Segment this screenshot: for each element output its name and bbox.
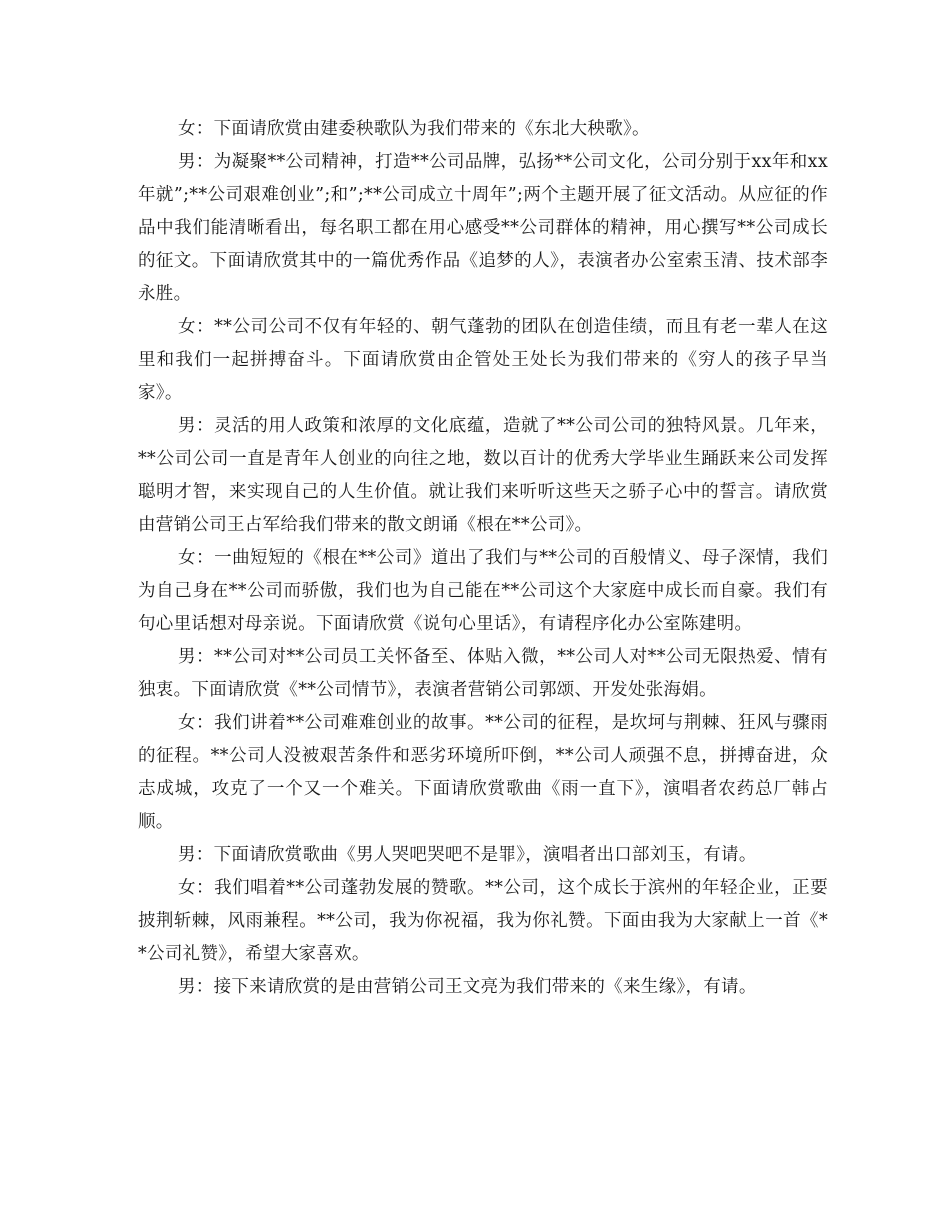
document-body (138, 113, 828, 1004)
paragraph: 男：接下来请欣赏的是由营销公司王文亮为我们带来的《来生缘》，有请。 (178, 977, 757, 997)
paragraph: 男：灵活的用人政策和浓厚的文化底蕴，造就了**公司公司的独特风景。几年来，**公司公司一直是青年人创业的向往之地，数以百计的优秀大学毕业生踊跃来公司发挥聪明才智，来实现自己的人生价值。就让我们来听听这些天之骄子心中的誓言。请欣赏由营销公司王占军给我们带来的散文朗诵《根在**公司》。 (138, 416, 828, 535)
paragraph: 男：为凝聚**公司精神，打造**公司品牌，弘扬**公司文化，公司分别于xx年和xx年就”;**公司艰难创业”;和”;**公司成立十周年”;两个主题开展了征文活动。从应征的作品中我们能清晰看出，每名职工都在用心感受**公司群体的精神，用心撰写**公司成长的征文。下面请欣赏其中的一篇优秀作品《追梦的人》，表演者办公室索玉清、技术部李永胜。 (138, 152, 828, 304)
paragraph: 男：下面请欣赏歌曲《男人哭吧哭吧不是罪》，演唱者出口部刘玉，有请。 (178, 845, 757, 865)
paragraph: 女：下面请欣赏由建委秧歌队为我们带来的《东北大秧歌》。 (178, 119, 650, 139)
paragraph: 女：一曲短短的《根在**公司》道出了我们与**公司的百般情义、母子深情，我们为自己身在**公司而骄傲，我们也为自己能在**公司这个大家庭中成长而自豪。我们有句心里话想对母亲说。下面请欣赏《说句心里话》，有请程序化办公室陈建明。 (138, 548, 828, 634)
paragraph: 女：我们讲着**公司难难创业的故事。**公司的征程，是坎坷与荆棘、狂风与骤雨的征程。**公司人没被艰苦条件和恶劣环境所吓倒，**公司人顽强不息，拼搏奋进，众志成城，攻克了一个又一个难关。下面请欣赏歌曲《雨一直下》，演唱者农药总厂韩占顺。 (138, 713, 828, 832)
paragraph: 女：**公司公司不仅有年轻的、朝气蓬勃的团队在创造佳绩，而且有老一辈人在这里和我们一起拼搏奋斗。下面请欣赏由企管处王处长为我们带来的《穷人的孩子早当家》。 (138, 317, 828, 403)
paragraph: 女：我们唱着**公司蓬勃发展的赞歌。**公司，这个成长于滨州的年轻企业，正要披荆斩棘，风雨兼程。**公司，我为你祝福，我为你礼赞。下面由我为大家献上一首《**公司礼赞》，希望大家喜欢。 (138, 878, 828, 964)
paragraph: 男：**公司对**公司员工关怀备至、体贴入微，**公司人对**公司无限热爱、情有独衷。下面请欣赏《**公司情节》，表演者营销公司郭颂、开发处张海娟。 (138, 647, 828, 700)
